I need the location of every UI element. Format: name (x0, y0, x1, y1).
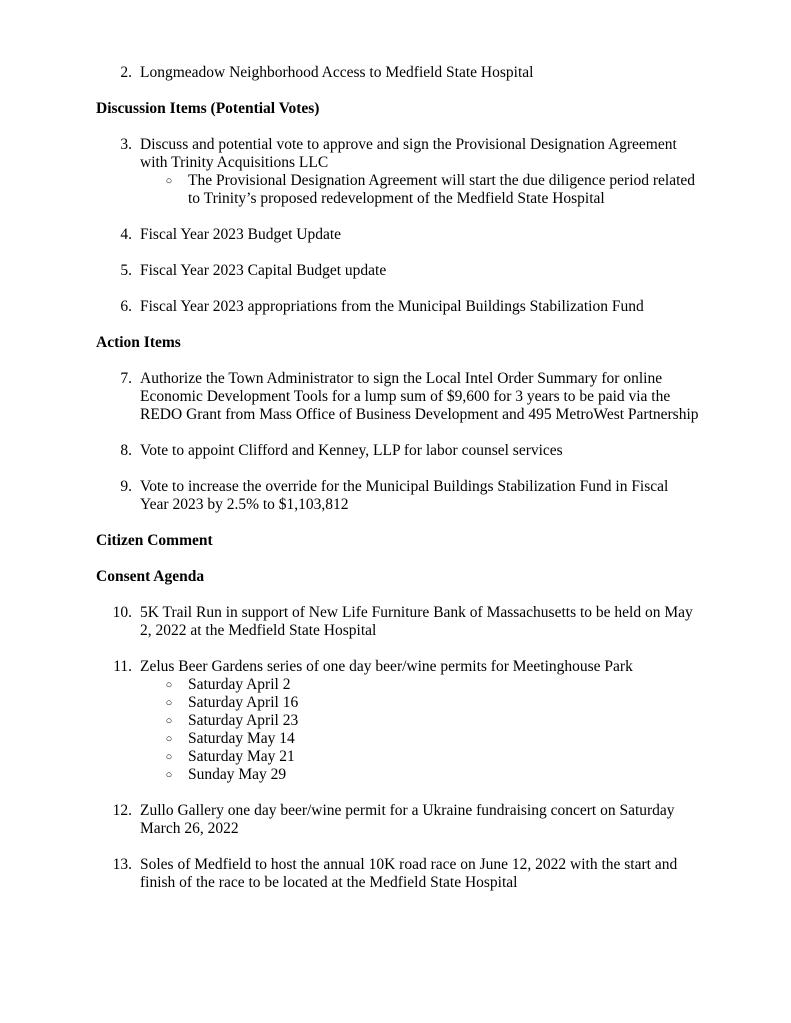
circle-bullet-icon: ○ (165, 697, 173, 709)
agenda-item-row (110, 262, 791, 280)
item-text: Vote to increase the override for the Municipal Buildings Stabilization Fund in Fiscal Year 2023 by 2.5% to $1,103,812 (140, 478, 669, 513)
agenda-item-row (110, 442, 791, 460)
item-number: 4. (120, 226, 132, 243)
item-text: Zullo Gallery one day beer/wine permit for a Ukraine fundraising concert on Saturday March 26, 2022 (140, 802, 675, 837)
sub-item-text: The Provisional Designation Agreement will start the due diligence period related to Trinity’s proposed redevelopment of the Medfield State Hospital (188, 172, 696, 207)
agenda-item (96, 64, 791, 82)
circle-bullet-icon: ○ (165, 175, 173, 187)
agenda-item-row (110, 856, 791, 892)
sub-item-row (163, 676, 791, 694)
agenda-item (96, 856, 791, 892)
item-number: 10. (112, 604, 132, 621)
item-text: Zelus Beer Gardens series of one day beer/wine permits for Meetinghouse Park (140, 658, 633, 675)
sub-item-text: Saturday April 2 (188, 676, 291, 693)
sub-item-text: Sunday May 29 (188, 766, 287, 783)
sub-item-text: Saturday April 23 (188, 712, 299, 729)
sub-item-text: Saturday May 14 (188, 730, 295, 747)
agenda-item-row (110, 658, 791, 676)
circle-bullet-icon: ○ (165, 733, 173, 745)
section-heading: Discussion Items (Potential Votes) (96, 100, 320, 117)
agenda-item (96, 136, 791, 208)
agenda-item (96, 370, 791, 424)
item-text: Discuss and potential vote to approve and sign the Provisional Designation Agreement with Trinity Acquisitions LLC (140, 136, 677, 171)
item-number: 2. (120, 64, 132, 81)
agenda-item-row (110, 370, 791, 424)
agenda-item (96, 262, 791, 280)
item-number: 12. (112, 802, 132, 819)
agenda-item-row (110, 802, 791, 838)
agenda-item (96, 658, 791, 784)
item-text: Fiscal Year 2023 Capital Budget update (140, 262, 387, 279)
sub-item-row (163, 766, 791, 784)
item-text: Vote to appoint Clifford and Kenney, LLP for labor counsel services (140, 442, 563, 459)
agenda-item (96, 442, 791, 460)
item-text: Fiscal Year 2023 appropriations from the Municipal Buildings Stabilization Fund (140, 298, 644, 315)
agenda-item-row (110, 226, 791, 244)
item-number: 3. (120, 136, 132, 153)
item-number: 6. (120, 298, 132, 315)
agenda-item (96, 478, 791, 514)
sub-item-text: Saturday May 21 (188, 748, 295, 765)
item-number: 11. (113, 658, 132, 675)
agenda-item (96, 298, 791, 316)
circle-bullet-icon: ○ (165, 715, 173, 727)
agenda-item (96, 604, 791, 640)
item-text: 5K Trail Run in support of New Life Furniture Bank of Massachusetts to be held on May 2, 2022 at the Medfield State Hospital (140, 604, 693, 639)
item-number: 13. (112, 856, 132, 873)
section-heading: Consent Agenda (96, 568, 205, 585)
sub-item-row (163, 712, 791, 730)
sub-item-row (163, 730, 791, 748)
item-number: 5. (120, 262, 132, 279)
item-text: Soles of Medfield to host the annual 10K road race on June 12, 2022 with the start and finish of the race to be located at the Medfield State Hospital (140, 856, 678, 891)
circle-bullet-icon: ○ (165, 679, 173, 691)
agenda-item-row (110, 136, 791, 172)
sub-item-row (163, 694, 791, 712)
section-heading: Action Items (96, 334, 181, 351)
item-number: 8. (120, 442, 132, 459)
item-text: Authorize the Town Administrator to sign the Local Intel Order Summary for online Economic Development Tools for a lump sum of $9,600 for 3 years to be paid via the REDO Grant from Mass Office of Business Development and 495 MetroWest Partnership (140, 370, 699, 423)
agenda-item-row (110, 298, 791, 316)
agenda-item-row (110, 64, 791, 82)
sub-item-row (163, 172, 791, 208)
item-text: Longmeadow Neighborhood Access to Medfield State Hospital (140, 64, 534, 81)
item-number: 7. (120, 370, 132, 387)
section-heading: Citizen Comment (96, 532, 213, 549)
item-number: 9. (120, 478, 132, 495)
agenda-item-row (110, 604, 791, 640)
agenda-item (96, 226, 791, 244)
sub-item-text: Saturday April 16 (188, 694, 299, 711)
item-text: Fiscal Year 2023 Budget Update (140, 226, 342, 243)
agenda-item-row (110, 478, 791, 514)
sub-item-row (163, 748, 791, 766)
circle-bullet-icon: ○ (165, 751, 173, 763)
circle-bullet-icon: ○ (165, 769, 173, 781)
agenda-item (96, 802, 791, 838)
